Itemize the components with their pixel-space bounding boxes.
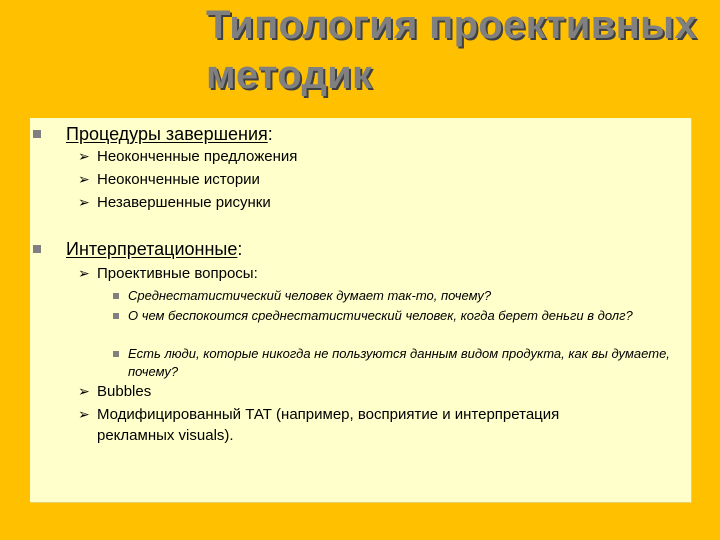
sub-list-item-label: Есть люди, которые никогда не пользуются данным видом продукта, как вы думаете, почему? <box>128 346 670 379</box>
square-bullet-icon <box>33 245 41 253</box>
square-bullet-icon <box>113 351 119 357</box>
list-item <box>78 406 560 423</box>
arrow-bullet-icon: ➢ <box>78 265 90 281</box>
list-item-label: Неоконченные предложения <box>97 148 298 165</box>
section-heading-label: Интерпретационные <box>66 239 238 259</box>
sub-list-item-label: Среднестатистический человек думает так-то, почему? <box>128 288 492 303</box>
arrow-bullet-icon: ➢ <box>78 148 90 164</box>
section-heading-interpretive <box>66 239 242 260</box>
list-item-label: рекламных visuals). <box>97 427 234 444</box>
list-item-label: Незавершенные рисунки <box>97 194 271 211</box>
arrow-bullet-icon: ➢ <box>78 171 90 187</box>
arrow-bullet-icon: ➢ <box>78 406 90 422</box>
list-item <box>78 383 152 400</box>
arrow-bullet-icon: ➢ <box>78 383 90 399</box>
list-item <box>78 148 298 165</box>
list-item-label: Bubbles <box>97 383 152 400</box>
list-item-label: Неоконченные истории <box>97 171 260 188</box>
section-heading-completion <box>66 124 273 145</box>
slide-title <box>206 0 716 100</box>
list-item-label: Проективные вопросы: <box>97 265 258 282</box>
sub-list-item <box>128 287 673 305</box>
list-item <box>78 171 260 188</box>
list-item <box>78 194 271 211</box>
slide-title-line-1: Типология проективных <box>206 3 698 47</box>
square-bullet-icon <box>33 130 41 138</box>
sub-list-item-label: О чем беспокоится среднестатистический человек, когда берет деньги в долг? <box>128 308 633 323</box>
section-heading-colon: : <box>267 124 273 144</box>
square-bullet-icon <box>113 293 119 299</box>
list-item-label: Модифицированный ТАТ (например, восприятие и интерпретация <box>97 406 560 423</box>
sub-list-item <box>128 345 673 381</box>
slide-title-line-2: методик <box>206 53 373 97</box>
sub-list-item <box>128 307 673 325</box>
arrow-bullet-icon: ➢ <box>78 194 90 210</box>
square-bullet-icon <box>113 313 119 319</box>
list-item-continuation <box>97 427 234 444</box>
section-heading-colon: : <box>237 239 243 259</box>
section-heading-label: Процедуры завершения <box>66 124 268 144</box>
list-item <box>78 265 258 282</box>
